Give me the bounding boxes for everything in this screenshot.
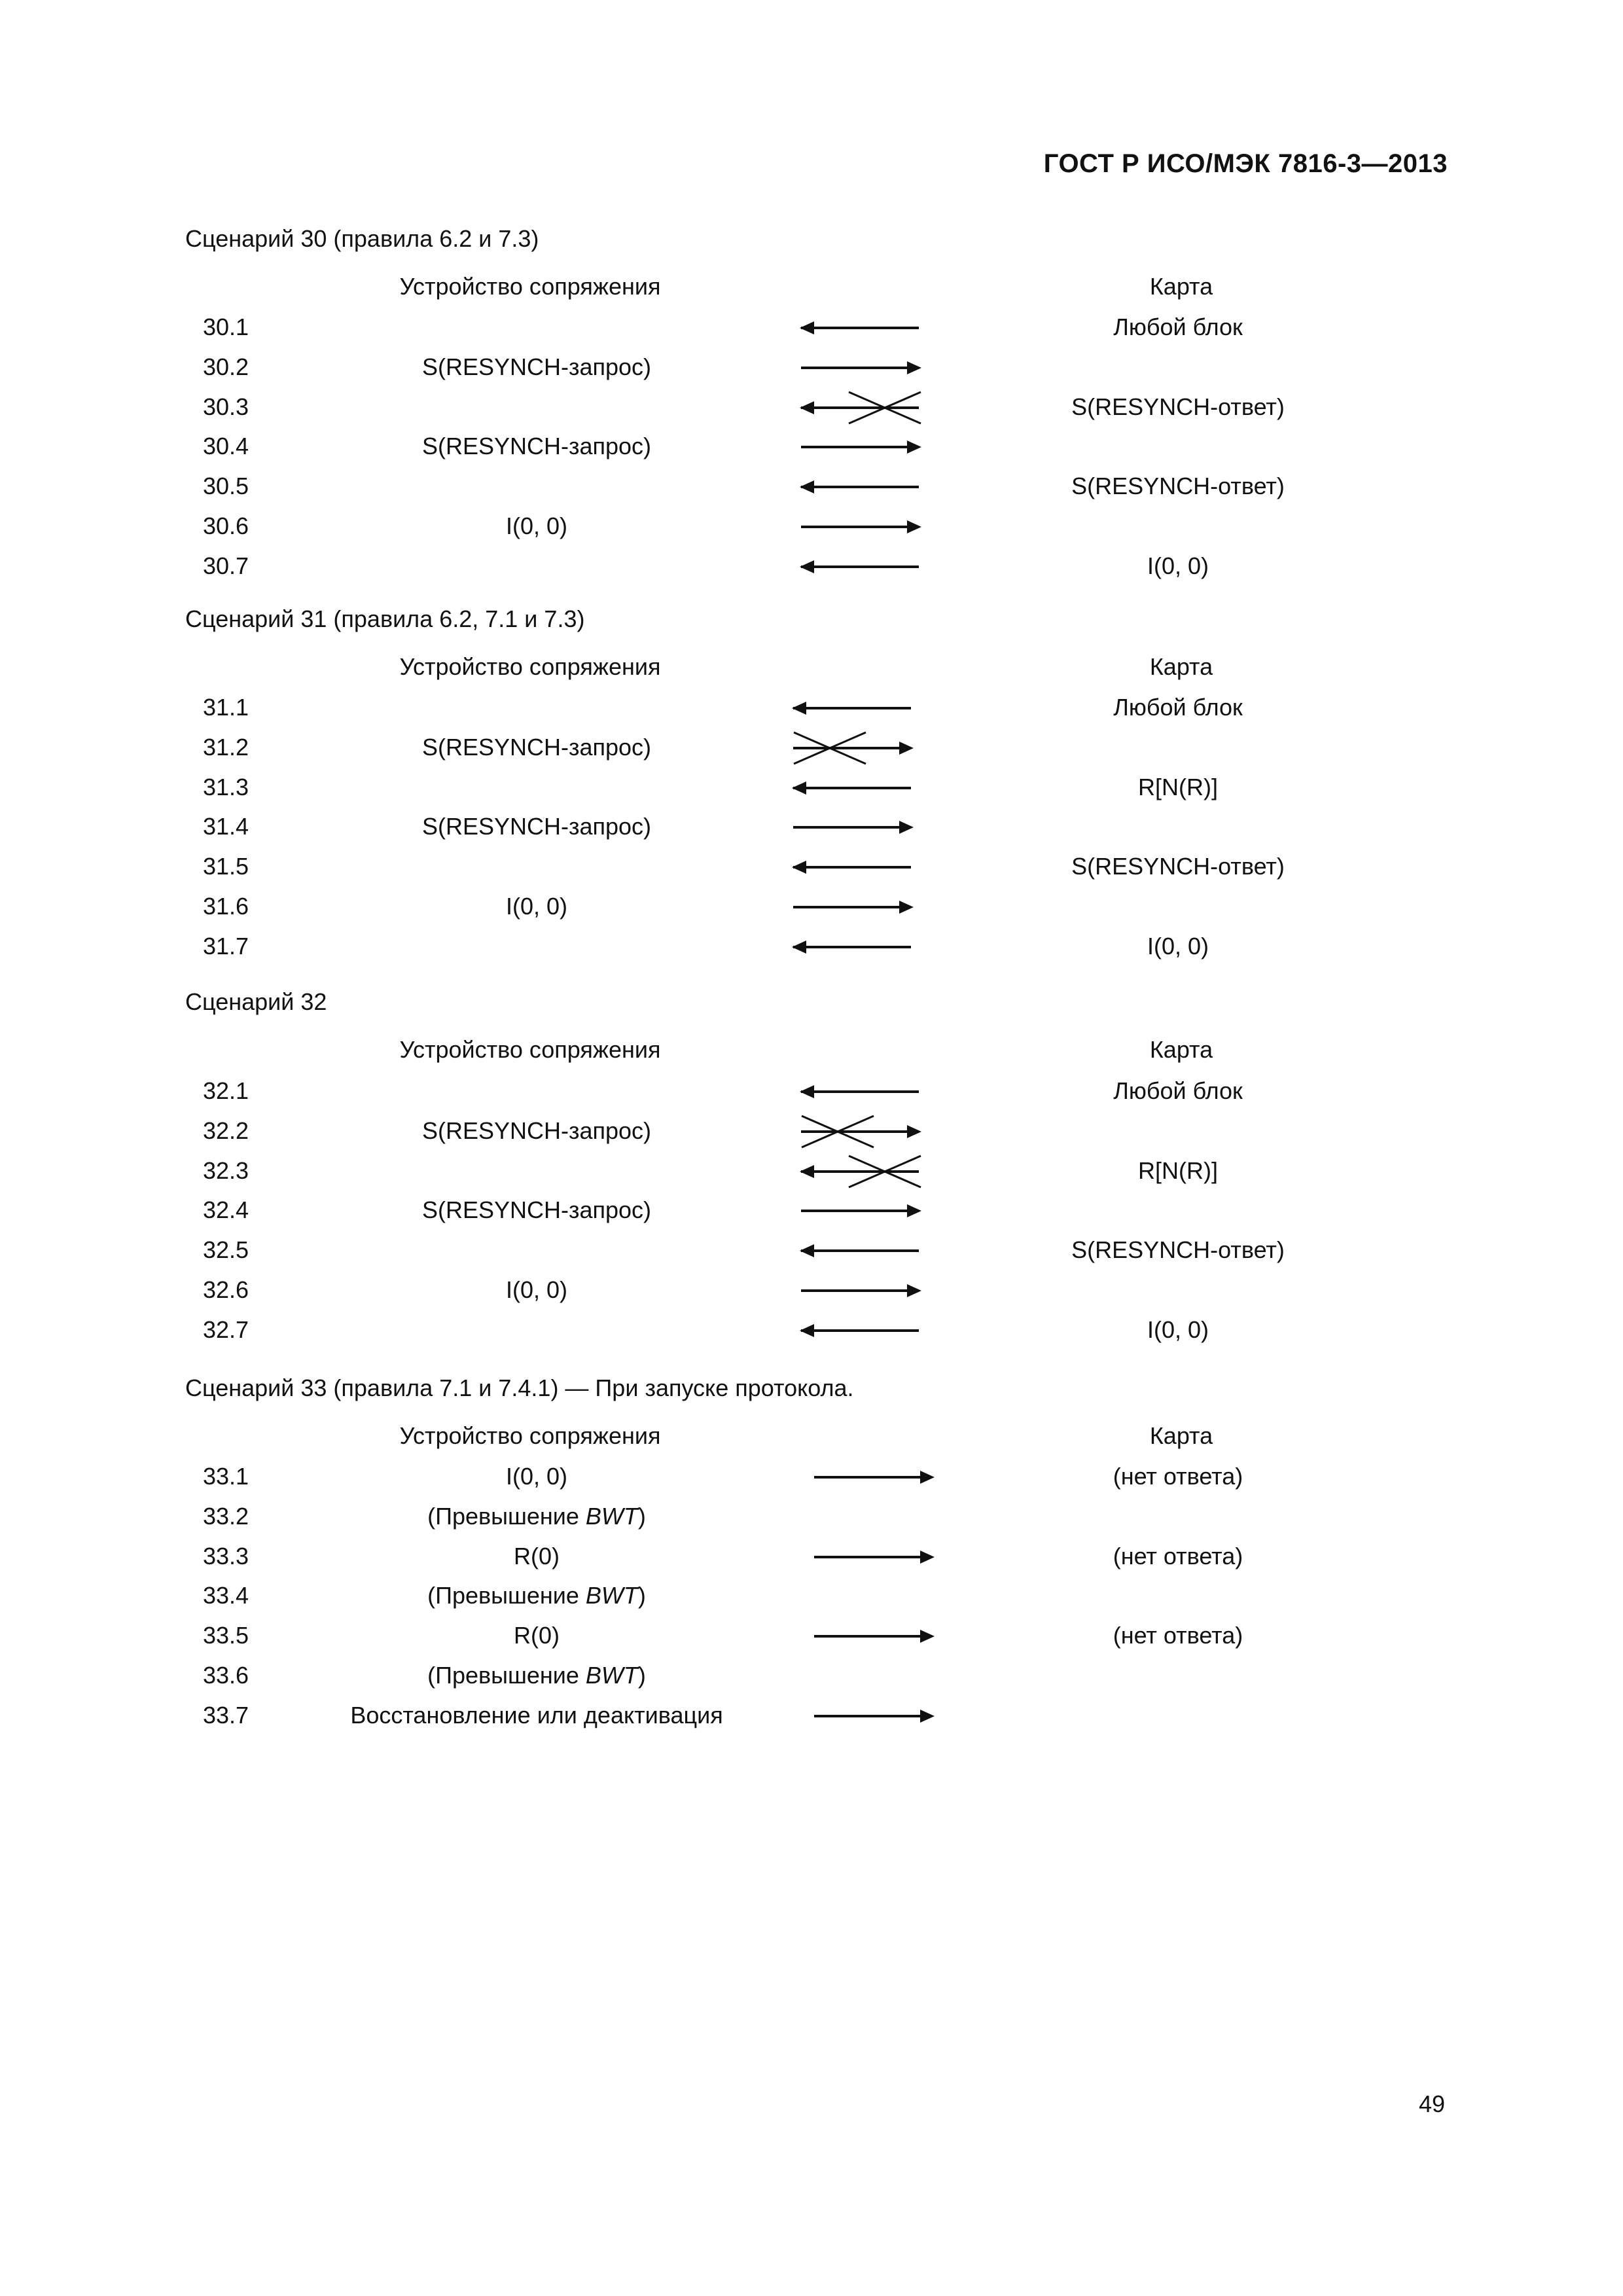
arrow-head	[907, 440, 921, 454]
card-message: R[N(R)]	[1138, 1157, 1218, 1184]
bwt-term: BWT	[585, 1662, 638, 1689]
arrow-right-icon	[798, 427, 923, 467]
card-message: I(0, 0)	[1147, 552, 1209, 579]
arrow-head	[792, 941, 806, 954]
arrow-head	[907, 361, 921, 374]
interface-column-header: Устройство сопряжения	[399, 1422, 661, 1449]
arrow-right-icon	[798, 1191, 923, 1230]
scenario-title: Сценарий 30 (правила 6.2 и 7.3)	[185, 225, 539, 252]
interface-message: I(0, 0)	[505, 1463, 568, 1490]
step-number: 32.1	[203, 1077, 249, 1104]
step-number: 31.4	[203, 813, 249, 840]
arrow-right-icon	[798, 1112, 923, 1151]
card-message: Любой блок	[1113, 314, 1243, 340]
step-number: 33.6	[203, 1662, 249, 1689]
arrow-right-icon	[812, 1617, 936, 1656]
arrow-head	[792, 702, 806, 715]
interface-message-prefix: (Превышение	[427, 1503, 586, 1530]
scenario-title: Сценарий 32	[185, 988, 327, 1015]
step-number: 31.7	[203, 933, 249, 960]
arrow-head	[800, 321, 814, 334]
step-row	[0, 1231, 1623, 1271]
step-number: 33.1	[203, 1463, 249, 1490]
step-number: 33.4	[203, 1582, 249, 1609]
interface-column-header: Устройство сопряжения	[399, 273, 661, 300]
arrow-right-icon	[812, 1458, 936, 1497]
interface-message: Восстановление или деактивация	[350, 1702, 723, 1729]
step-number: 31.6	[203, 893, 249, 920]
scenario-title: Сценарий 33 (правила 7.1 и 7.4.1) — При запуске протокола.	[185, 1374, 854, 1401]
page-number: 49	[1418, 2090, 1445, 2117]
arrow-head	[920, 1630, 935, 1643]
card-column-header: Карта	[1149, 273, 1213, 300]
step-row	[0, 1617, 1623, 1657]
step-number: 30.1	[203, 314, 249, 340]
interface-message: S(RESYNCH-запрос)	[421, 433, 652, 459]
arrow-left-icon	[798, 467, 923, 507]
step-number: 31.3	[203, 774, 249, 800]
step-row	[0, 1271, 1623, 1311]
step-row	[0, 927, 1623, 967]
arrow-left-icon	[791, 848, 915, 887]
step-row	[0, 1191, 1623, 1231]
step-row	[0, 1696, 1623, 1736]
arrow-left-icon	[798, 1152, 923, 1191]
arrow-head	[899, 901, 914, 914]
arrow-left-icon	[798, 1231, 923, 1270]
step-number: 30.4	[203, 433, 249, 459]
step-row	[0, 1537, 1623, 1577]
card-message: S(RESYNCH-ответ)	[1071, 853, 1285, 880]
arrow-right-icon	[798, 348, 923, 387]
arrow-head	[800, 1244, 814, 1257]
arrow-right-icon	[812, 1696, 936, 1736]
card-message: (нет ответа)	[1113, 1622, 1243, 1649]
arrow-right-icon	[798, 507, 923, 547]
arrow-head	[800, 1165, 814, 1178]
card-message: (нет ответа)	[1113, 1463, 1243, 1490]
step-number: 33.2	[203, 1503, 249, 1530]
interface-message	[340, 1503, 733, 1530]
arrow-right-icon	[791, 808, 915, 847]
interface-message	[340, 1582, 733, 1609]
arrow-head	[800, 401, 814, 414]
bwt-term: BWT	[585, 1582, 638, 1609]
arrow-left-icon	[798, 1311, 923, 1350]
arrow-left-icon	[798, 308, 923, 348]
card-message: I(0, 0)	[1147, 1316, 1209, 1343]
step-row	[0, 689, 1623, 728]
arrow-right-icon	[812, 1537, 936, 1577]
step-row	[0, 888, 1623, 927]
arrow-head	[899, 821, 914, 834]
arrow-left-icon	[798, 388, 923, 427]
arrow-head	[899, 742, 914, 755]
step-row	[0, 848, 1623, 888]
interface-message-suffix: )	[637, 1662, 646, 1689]
step-number: 33.3	[203, 1543, 249, 1570]
arrow-left-icon	[791, 768, 915, 808]
interface-message: R(0)	[514, 1622, 560, 1649]
card-message: S(RESYNCH-ответ)	[1071, 393, 1285, 420]
step-number: 30.7	[203, 552, 249, 579]
step-number: 32.6	[203, 1276, 249, 1303]
step-number: 32.2	[203, 1117, 249, 1144]
arrow-right-icon	[791, 888, 915, 927]
interface-message-prefix: (Превышение	[427, 1582, 586, 1609]
arrow-head	[907, 1284, 921, 1297]
interface-message	[340, 1662, 733, 1689]
step-number: 31.1	[203, 694, 249, 721]
step-number: 31.2	[203, 734, 249, 761]
step-row	[0, 1577, 1623, 1617]
scenario-title: Сценарий 31 (правила 6.2, 7.1 и 7.3)	[185, 605, 585, 632]
card-message: S(RESYNCH-ответ)	[1071, 473, 1285, 499]
arrow-head	[800, 480, 814, 493]
arrow-head	[800, 1085, 814, 1098]
step-number: 30.6	[203, 512, 249, 539]
arrow-head	[907, 1204, 921, 1217]
interface-message-suffix: )	[637, 1582, 646, 1609]
card-message: R[N(R)]	[1138, 774, 1218, 800]
step-number: 32.4	[203, 1196, 249, 1223]
interface-message: I(0, 0)	[505, 1276, 568, 1303]
card-message: I(0, 0)	[1147, 933, 1209, 960]
card-column-header: Карта	[1149, 1036, 1213, 1063]
step-row	[0, 507, 1623, 547]
step-row	[0, 1498, 1623, 1537]
step-row	[0, 308, 1623, 348]
arrow-head	[920, 1471, 935, 1484]
arrow-head	[800, 560, 814, 573]
step-row	[0, 1112, 1623, 1152]
interface-message: I(0, 0)	[505, 893, 568, 920]
step-row	[0, 1657, 1623, 1696]
step-row	[0, 467, 1623, 507]
step-number: 30.5	[203, 473, 249, 499]
card-column-header: Карта	[1149, 653, 1213, 680]
step-number: 32.7	[203, 1316, 249, 1343]
card-column-header: Карта	[1149, 1422, 1213, 1449]
step-row	[0, 348, 1623, 388]
interface-message: S(RESYNCH-запрос)	[421, 1117, 652, 1144]
step-row	[0, 768, 1623, 808]
arrow-head	[800, 1324, 814, 1337]
step-number: 32.5	[203, 1236, 249, 1263]
step-number: 30.3	[203, 393, 249, 420]
card-message: (нет ответа)	[1113, 1543, 1243, 1570]
card-message: Любой блок	[1113, 1077, 1243, 1104]
arrow-left-icon	[798, 1072, 923, 1111]
step-row	[0, 547, 1623, 587]
step-row	[0, 1458, 1623, 1498]
step-number: 32.3	[203, 1157, 249, 1184]
step-number: 33.7	[203, 1702, 249, 1729]
interface-message: R(0)	[514, 1543, 560, 1570]
arrow-head	[792, 861, 806, 874]
arrow-left-icon	[791, 927, 915, 967]
arrow-head	[920, 1710, 935, 1723]
arrow-left-icon	[791, 689, 915, 728]
interface-message: S(RESYNCH-запрос)	[421, 734, 652, 761]
step-row	[0, 1072, 1623, 1112]
step-number: 31.5	[203, 853, 249, 880]
interface-message: S(RESYNCH-запрос)	[421, 813, 652, 840]
arrow-head	[907, 1125, 921, 1138]
step-number: 30.2	[203, 353, 249, 380]
step-row	[0, 388, 1623, 428]
interface-message: S(RESYNCH-запрос)	[421, 353, 652, 380]
step-row	[0, 728, 1623, 768]
arrow-left-icon	[798, 547, 923, 586]
arrow-head	[907, 520, 921, 533]
step-row	[0, 808, 1623, 848]
card-message: Любой блок	[1113, 694, 1243, 721]
arrow-head	[792, 781, 806, 795]
step-row	[0, 1311, 1623, 1351]
interface-message-suffix: )	[637, 1503, 646, 1530]
step-number: 33.5	[203, 1622, 249, 1649]
step-row	[0, 1152, 1623, 1192]
card-message: S(RESYNCH-ответ)	[1071, 1236, 1285, 1263]
interface-message-prefix: (Превышение	[427, 1662, 586, 1689]
bwt-term: BWT	[585, 1503, 638, 1530]
arrow-right-icon	[798, 1271, 923, 1310]
arrow-right-icon	[791, 728, 915, 768]
interface-column-header: Устройство сопряжения	[399, 653, 661, 680]
arrow-head	[920, 1551, 935, 1564]
interface-message: S(RESYNCH-запрос)	[421, 1196, 652, 1223]
interface-message: I(0, 0)	[505, 512, 568, 539]
interface-column-header: Устройство сопряжения	[399, 1036, 661, 1063]
document-header: ГОСТ Р ИСО/МЭК 7816-3—2013	[1043, 149, 1448, 178]
step-row	[0, 427, 1623, 467]
